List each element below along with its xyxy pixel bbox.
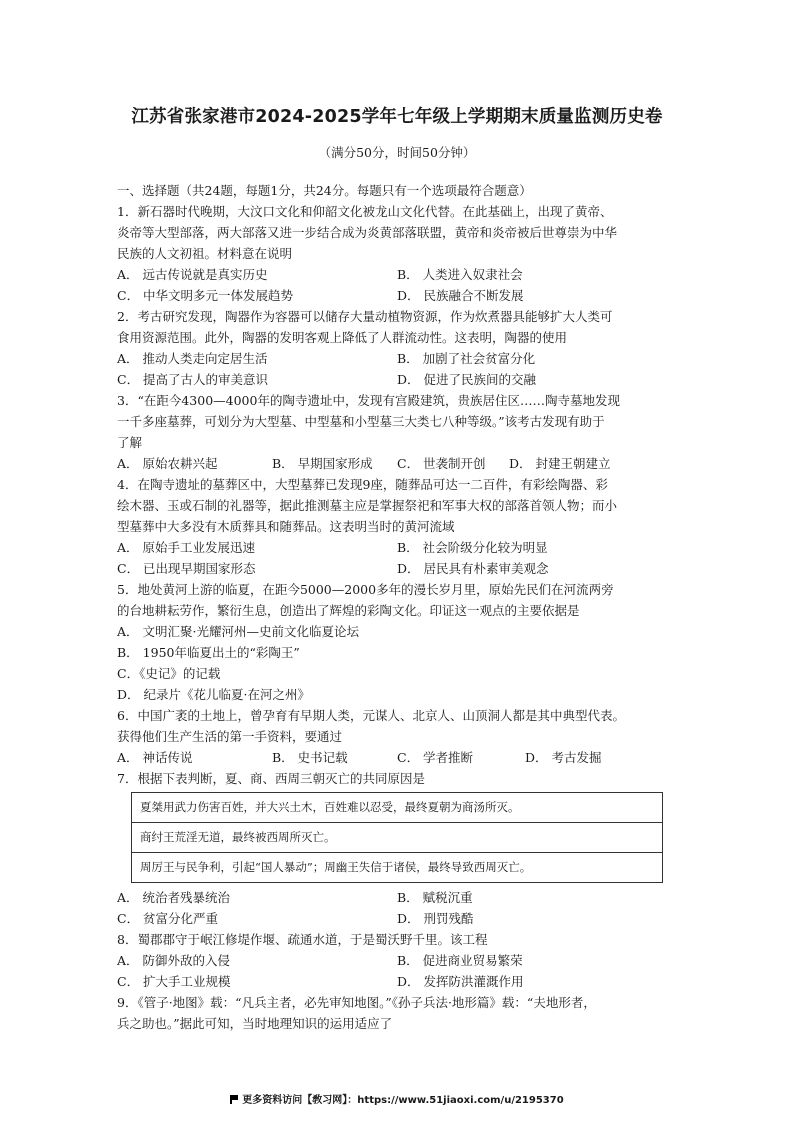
option-c: C． 世袭制开创: [397, 456, 486, 471]
question-text: 8．蜀郡郡守于岷江修堤作堰、疏通水道，于是蜀沃野千里。该工程: [117, 932, 488, 947]
question-text: 的台地耕耘劳作，繁衍生息，创造出了辉煌的彩陶文化。印证这一观点的主要依据是: [117, 603, 580, 618]
option-b: B． 早期国家形成: [272, 456, 373, 471]
table-cell: 周厉王与民争利，引起“国人暴动”；周幽王失信于诸侯，最终导致西周灭亡。: [132, 853, 663, 883]
question-text: 2．考古研究发现，陶器作为容器可以储存大量动植物资源，作为炊煮器具能够扩大人类可: [117, 309, 613, 324]
options-row: [117, 285, 677, 306]
option-b: B． 加剧了社会贫富分化: [397, 351, 536, 366]
footer-link[interactable]: 更多资料访问【敎习网】：https://www.51jiaoxi.com/u/2195370: [242, 1095, 564, 1106]
question-text: 7．根据下表判断，夏、商、西周三朝灭亡的共同原因是: [117, 771, 425, 786]
question-text: 4．在陶寺遗址的墓葬区中，大型墓葬已发现9座，随葬品可达一二百件，有彩绘陶器、彩: [117, 477, 608, 492]
dynasty-table: [131, 792, 663, 883]
option-c: C． 贫富分化严重: [117, 911, 219, 926]
option-a: A． 神话传说: [117, 750, 193, 765]
option-a: A． 推动人类走向定居生活: [117, 351, 268, 366]
question-text: 民族的人文初祖。材料意在说明: [117, 246, 293, 261]
section-header: 一、选择题（共24题，每题1分，共24分。每题只有一个选项最符合题意）: [117, 183, 532, 198]
question-text: 3．“在距今4300—4000年的陶寺遗址中，发现有宫殿建筑，贵族居住区……陶寺墓地发现: [117, 393, 620, 408]
question-2: [117, 306, 677, 390]
question-text: 兵之助也。”据此可知，当时地理知识的运用适应了: [117, 1016, 393, 1031]
footer: [0, 1091, 794, 1106]
question-text: 6．中国广袤的土地上，曾孕育有早期人类，元谋人、北京人、山顶洞人都是其中典型代表。: [117, 708, 625, 723]
question-text: 一千多座墓葬，可划分为大型墓、中型墓和小型墓三大类七八种等级。”该考古发现有助于: [117, 414, 605, 429]
option-a: A． 统治者残暴统治: [117, 890, 231, 905]
option-c: C． 已出现早期国家形态: [117, 561, 256, 576]
question-text: 1．新石器时代晚期，大汶口文化和仰韶文化被龙山文化代替。在此基础上，出现了黄帝、: [117, 204, 613, 219]
option-c: C． 扩大手工业规模: [117, 974, 231, 989]
question-text: 食用资源范围。此外，陶器的发明客观上降低了人群流动性。这表明，陶器的使用: [117, 330, 568, 345]
options-row: [117, 558, 677, 579]
question-3: [117, 390, 677, 474]
question-text: 了解: [117, 435, 143, 450]
options-row: [117, 747, 677, 768]
option-a: A． 远古传说就是真实历史: [117, 267, 268, 282]
table-row: [132, 793, 663, 823]
question-text: 9．《管子·地图》载：“凡兵主者，必先审知地图。”《孙子兵法·地形篇》载：“夫地形者，: [117, 995, 596, 1010]
option-b: B． 1950年临夏出土的“彩陶王”: [117, 645, 300, 660]
options-row: [117, 908, 677, 929]
option-a: A． 文明汇聚·光耀河州—史前文化临夏论坛: [117, 624, 359, 639]
option-c: C． 学者推断: [397, 750, 474, 765]
question-text: 炎帝等大型部落，两大部落又进一步结合成为炎黄部落联盟，黄帝和炎帝被后世尊崇为中华: [117, 225, 618, 240]
option-d: D． 考古发掘: [525, 750, 602, 765]
question-8: [117, 929, 677, 992]
option-b: B． 社会阶级分化较为明显: [397, 540, 548, 555]
options-row: [117, 348, 677, 369]
table-row: [132, 823, 663, 853]
question-text: 获得他们生产生活的第一手资料，要通过: [117, 729, 343, 744]
question-4: [117, 474, 677, 579]
option-d: D． 纪录片《花儿临夏·在河之州》: [117, 687, 310, 702]
question-9: [117, 992, 677, 1034]
options-row: [117, 369, 677, 390]
exam-subtitle: （满分50分，时间50分钟）: [318, 145, 476, 160]
question-text: 5．地处黄河上游的临夏，在距今5000—2000多年的漫长岁月里，原始先民们在河流两旁: [117, 582, 614, 597]
option-d: D． 居民具有朴素审美观念: [397, 561, 549, 576]
option-d: D． 发挥防洪灌溉作用: [397, 974, 524, 989]
option-b: B． 赋税沉重: [397, 890, 473, 905]
exam-title: 江苏省张家港市2024-2025学年七年级上学期期末质量监测历史卷: [131, 107, 663, 127]
options-row: [117, 264, 677, 285]
options-row: [117, 453, 677, 474]
option-c: C． 提高了古人的审美意识: [117, 372, 269, 387]
table-row: [132, 853, 663, 883]
option-b: B． 史书记载: [272, 750, 348, 765]
option-a: A． 原始农耕兴起: [117, 456, 218, 471]
question-text: 型墓葬中大多没有木质葬具和随葬品。这表明当时的黄河流域: [117, 519, 455, 534]
options-row: [117, 537, 677, 558]
option-d: D． 促进了民族间的交融: [397, 372, 536, 387]
option-a: A． 原始手工业发展迅速: [117, 540, 256, 555]
option-b: B． 人类进入奴隶社会: [397, 267, 523, 282]
option-d: D． 刑罚残酷: [397, 911, 474, 926]
question-1: [117, 201, 677, 306]
option-a: A． 防御外敌的入侵: [117, 953, 231, 968]
option-c: C．《史记》的记载: [117, 666, 221, 681]
exam-content: [117, 180, 677, 1034]
option-d: D． 封建王朝建立: [509, 456, 611, 471]
flag-icon: [230, 1095, 238, 1104]
options-row: [117, 950, 677, 971]
option-b: B． 促进商业贸易繁荣: [397, 953, 523, 968]
question-5: [117, 579, 677, 705]
option-c: C． 中华文明多元一体发展趋势: [117, 288, 294, 303]
options-row: [117, 887, 677, 908]
table-cell: 商纣王荒淫无道，最终被西周所灭亡。: [132, 823, 663, 853]
table-cell: 夏桀用武力伤害百姓，并大兴土木，百姓难以忍受，最终夏朝为商汤所灭。: [132, 793, 663, 823]
question-6: [117, 705, 677, 768]
options-row: [117, 971, 677, 992]
question-7: [117, 768, 677, 929]
question-text: 绘木器、玉或石制的礼器等，据此推测墓主应是掌握祭祀和军事大权的部落首领人物；而小: [117, 498, 618, 513]
option-d: D． 民族融合不断发展: [397, 288, 524, 303]
